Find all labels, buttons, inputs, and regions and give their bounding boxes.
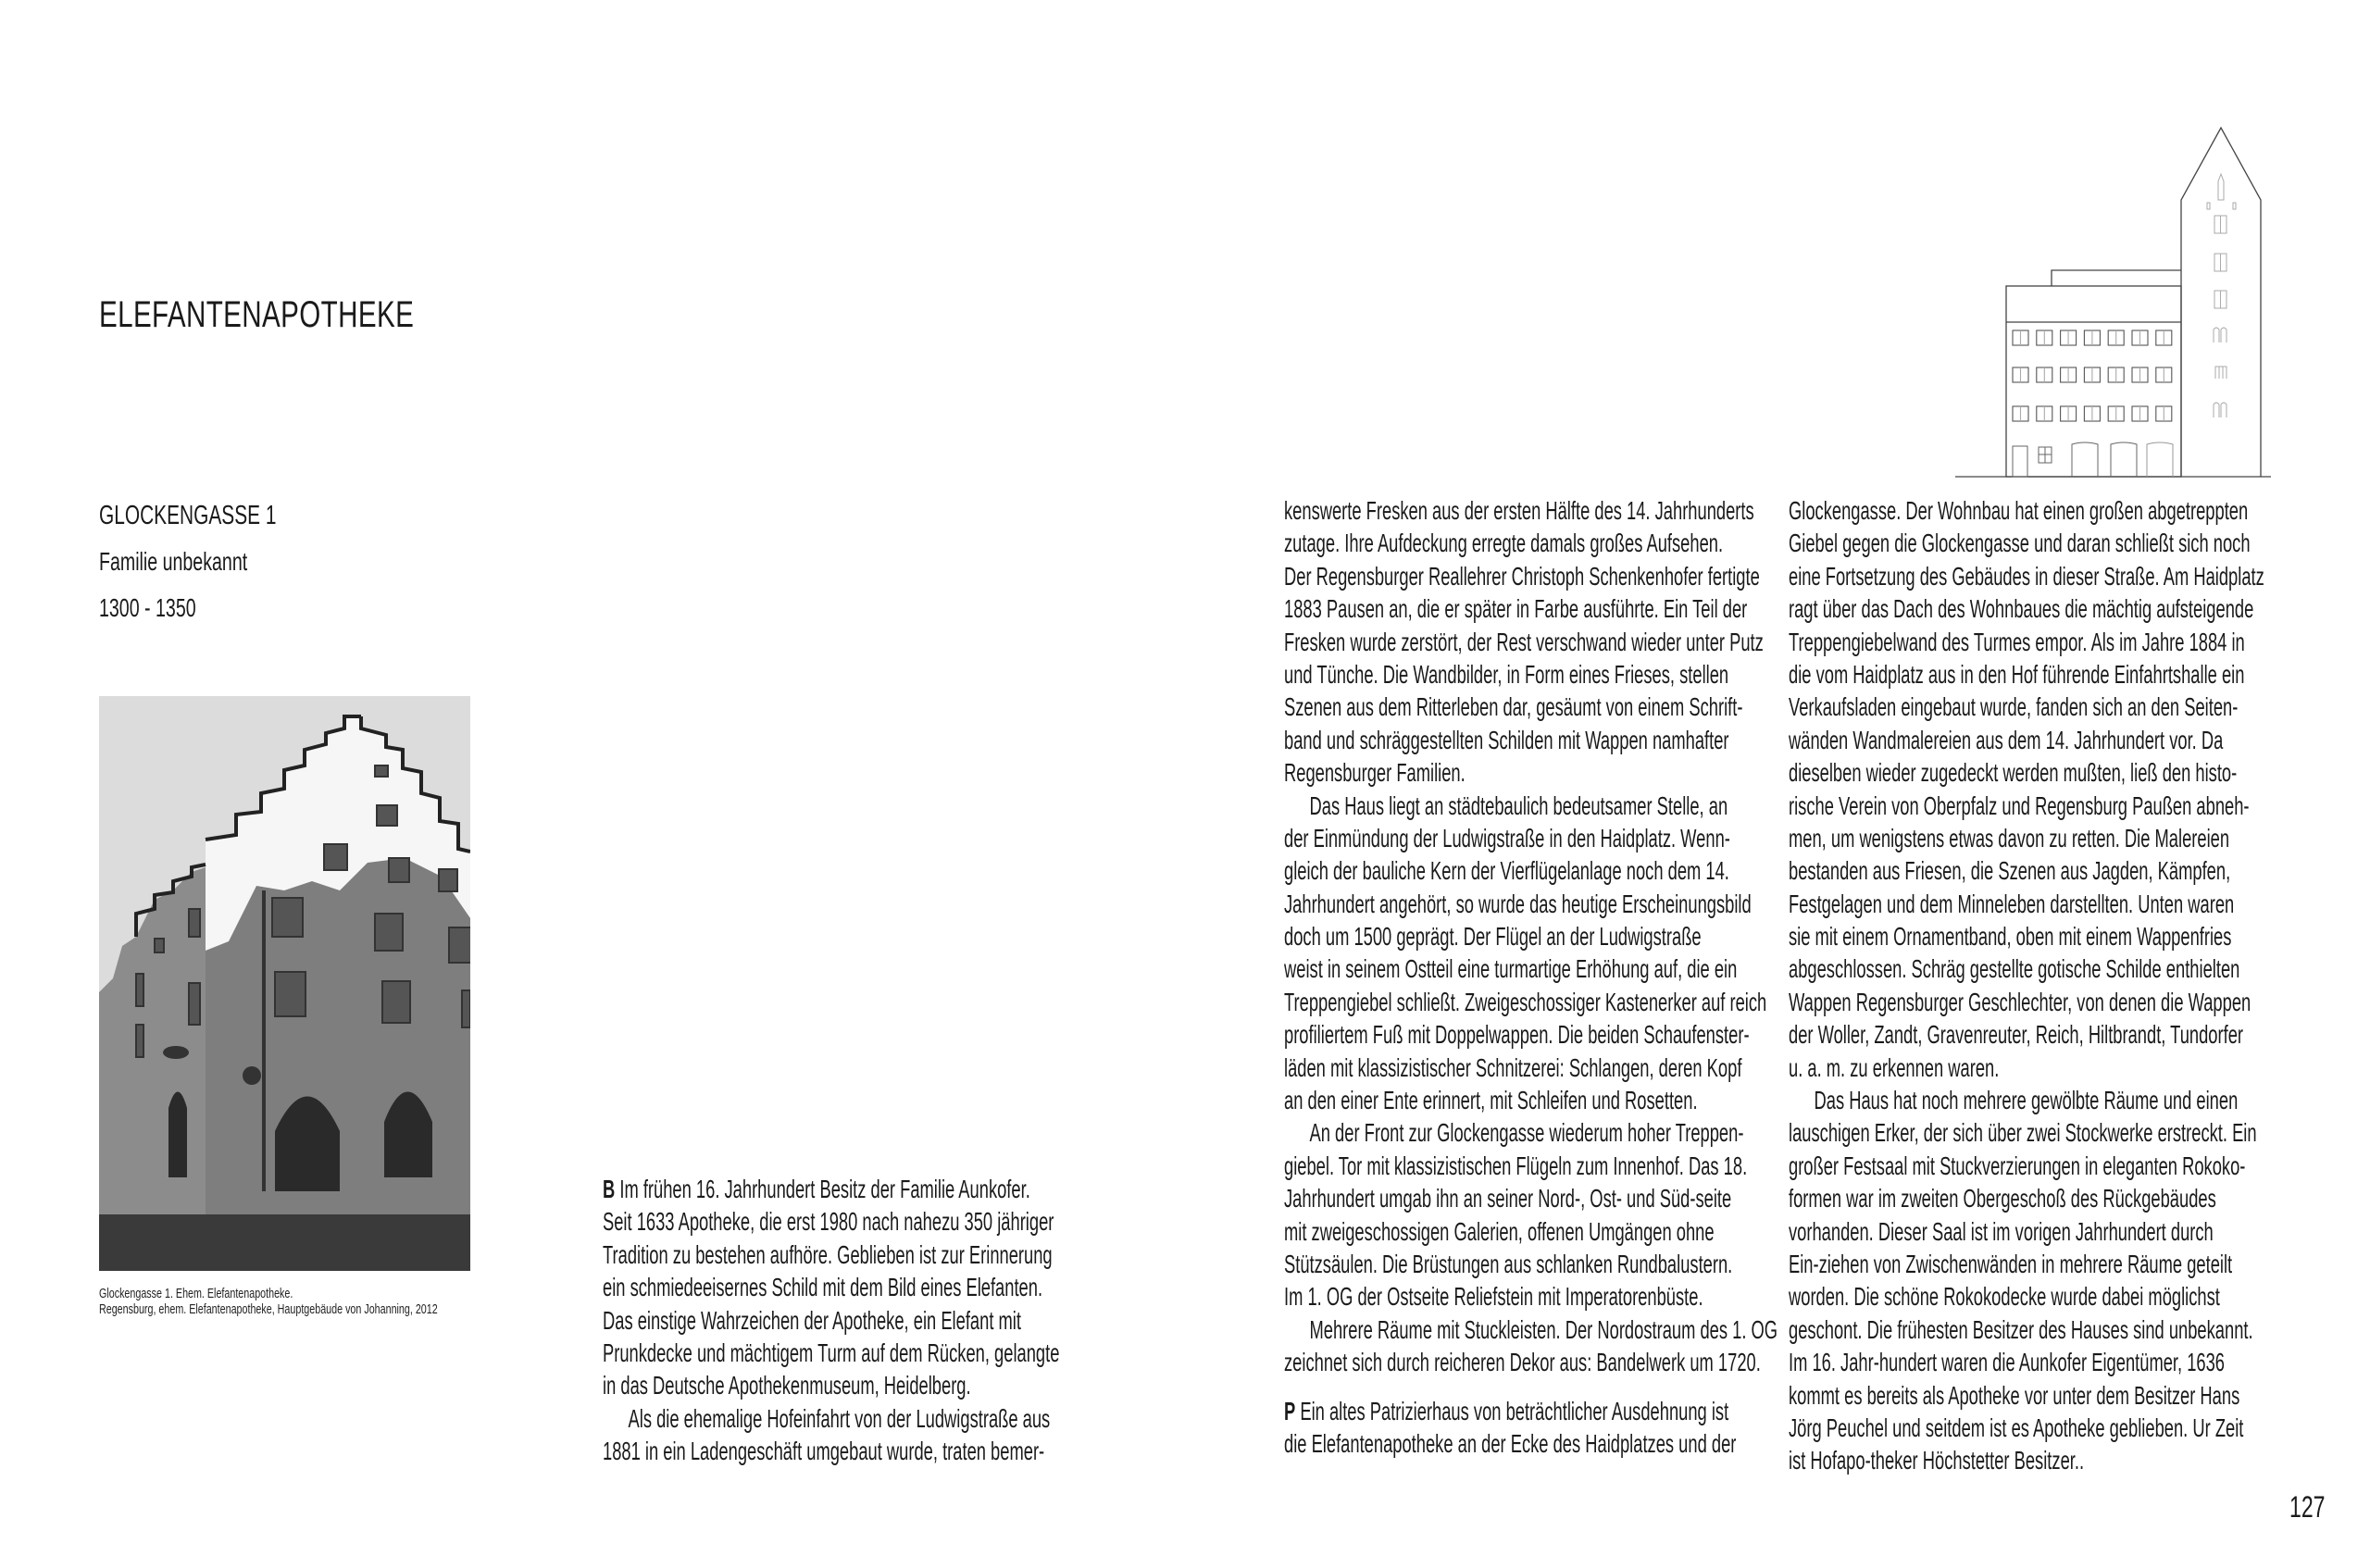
line-text: Das einstige Wahrzeichen der Apotheke, ein Elefant mit	[603, 1305, 1021, 1335]
line-text: in das Deutsche Apothekenmuseum, Heidelberg.	[603, 1371, 971, 1400]
line-text: die Elefantenapotheke an der Ecke des Haidplatzes und der	[1284, 1428, 1737, 1458]
line-text: Fresken wurde zerstört, der Rest verschwand wieder unter Putz	[1284, 627, 1764, 656]
text-line	[1789, 494, 2370, 527]
text-line	[1789, 626, 2370, 658]
text-line	[603, 1369, 1300, 1401]
line-text: der Einmündung der Ludwigstraße in den Haidplatz. Wenn-	[1284, 823, 1730, 852]
building-elevation-drawing	[1944, 111, 2277, 491]
owner-family: Familie unbekannt	[99, 547, 248, 576]
building-photo-graphic	[99, 696, 470, 1271]
photo-caption: Glockengasse 1. Ehem. Elefantenapotheke. Regensburg, ehem. Elefantenapotheke, Hauptgebäude von Johanning, 2012	[99, 1287, 438, 1317]
line-text: mit zweigeschossigen Galerien, offenen Umgängen ohne	[1284, 1216, 1715, 1246]
line-text: ein schmiedeeisernes Schild mit dem Bild eines Elefanten.	[603, 1273, 1043, 1302]
line-text: Der Regensburger Reallehrer Christoph Schenkenhofer fertigte	[1284, 561, 1760, 591]
line-text: gleich der bauliche Kern der Vierflügelanlage noch dem 14.	[1284, 856, 1729, 886]
text-line	[1789, 1313, 2370, 1346]
line-text: eine Fortsetzung des Gebäudes in dieser Straße. Am Haidplatz	[1789, 561, 2264, 591]
line-text: bestanden aus Friesen, die Szenen aus Jagden, Kämpfen,	[1789, 856, 2231, 886]
line-text: an den einer Ente erinnert, mit Schleifen und Rosetten.	[1284, 1086, 1698, 1115]
text-line	[1789, 560, 2370, 592]
line-text: Im frühen 16. Jahrhundert Besitz der Familie Aunkofer.	[615, 1175, 1030, 1203]
text-line	[603, 1173, 1300, 1205]
text-line	[603, 1271, 1300, 1303]
line-text: 1881 in ein Ladengeschäft umgebaut wurde, traten bemer-	[603, 1437, 1045, 1466]
text-line	[1789, 592, 2370, 625]
line-text: band und schräggestellten Schilden mit Wappen namhafter	[1284, 725, 1729, 754]
text-column-3	[1789, 494, 2370, 1477]
page-title: ELEFANTENAPOTHEKE	[99, 294, 415, 335]
line-text: Ein altes Patrizierhaus von beträchtlicher Ausdehnung ist	[1295, 1396, 1729, 1425]
line-text: Als die ehemalige Hofeinfahrt von der Ludwigstraße aus	[628, 1403, 1051, 1433]
line-text: Tradition zu bestehen aufhöre. Geblieben ist zur Erinnerung	[603, 1239, 1053, 1269]
line-text: großer Festsaal mit Stuckverzierungen in eleganten Rokoko-	[1789, 1151, 2246, 1180]
line-text: Im 16. Jahr-hundert waren die Aunkofer Eigentümer, 1636	[1789, 1348, 2226, 1377]
line-text: Glockengasse. Der Wohnbau hat einen großen abgetreppten	[1789, 496, 2249, 525]
line-text: Jörg Peuchel und seitdem ist es Apotheke geblieben. Ur Zeit	[1789, 1412, 2244, 1442]
line-text: Szenen aus dem Ritterleben dar, gesäumt von einem Schrift-	[1284, 692, 1743, 722]
line-text: Treppengiebel schließt. Zweigeschossiger Kastenerker auf reich	[1284, 987, 1767, 1016]
line-text: Giebel gegen die Glockengasse und daran schließt sich noch	[1789, 529, 2251, 558]
line-text: profiliertem Fuß mit Doppelwappen. Die beiden Schaufenster-	[1284, 1020, 1750, 1050]
text-line	[1789, 1444, 2370, 1476]
text-line	[603, 1435, 1300, 1467]
line-text: dieselben wieder zugedeckt werden mußten, ließ den histo-	[1789, 758, 2238, 788]
source-marker: B	[603, 1175, 616, 1203]
line-text: zeichnet sich durch reicheren Dekor aus: Bandelwerk um 1720.	[1284, 1348, 1761, 1377]
line-text: ist Hofapo-theker Höchstetter Besitzer..	[1789, 1446, 2085, 1475]
line-text: die vom Haidplatz aus in den Hof führende Einfahrtshalle ein	[1789, 659, 2245, 689]
text-line	[1789, 1052, 2370, 1084]
text-line	[1789, 888, 2370, 920]
line-text: Seit 1633 Apotheke, die erst 1980 nach nahezu 350 jähriger	[603, 1207, 1054, 1237]
line-text: der Woller, Zandt, Gravenreuter, Reich, Hiltbrandt, Tundorfer	[1789, 1020, 2244, 1050]
text-line	[1789, 920, 2370, 952]
line-text: ragt über das Dach des Wohnbaues die mächtig aufsteigende	[1789, 594, 2254, 624]
line-text: und Tünche. Die Wandbilder, in Form eines Frieses, stellen	[1284, 659, 1729, 689]
line-text: Wappen Regensburger Geschlechter, von denen die Wappen	[1789, 987, 2252, 1016]
text-line	[1789, 1182, 2370, 1214]
text-line	[1789, 1280, 2370, 1313]
line-text: kommt es bereits als Apotheke vor unter dem Besitzer Hans	[1789, 1380, 2240, 1410]
line-text: Festgelagen und dem Minneleben darstellten. Unten waren	[1789, 889, 2235, 918]
text-line	[1789, 1084, 2370, 1116]
page-number: 127	[2289, 1490, 2326, 1524]
text-line	[1789, 952, 2370, 985]
line-text: kenswerte Fresken aus der ersten Hälfte des 14. Jahrhunderts	[1284, 496, 1754, 525]
line-text: Prunkdecke und mächtigem Turm auf dem Rücken, gelangte	[603, 1338, 1060, 1367]
line-text: läden mit klassizistischer Schnitzerei: Schlangen, deren Kopf	[1284, 1052, 1742, 1082]
line-text: 1883 Pausen an, die er später in Farbe ausführte. Ein Teil der	[1284, 594, 1748, 624]
line-text: Treppengiebelwand des Turmes empor. Als im Jahre 1884 in	[1789, 627, 2245, 656]
text-line	[1789, 691, 2370, 723]
text-line	[603, 1304, 1300, 1337]
text-line	[603, 1402, 1300, 1435]
text-line	[1789, 658, 2370, 691]
line-text: geschont. Die frühesten Besitzer des Hauses sind unbekannt.	[1789, 1314, 2253, 1344]
text-line	[1789, 1379, 2370, 1412]
line-text: rische Verein von Oberpfalz und Regensburg Paußen abneh-	[1789, 790, 2250, 820]
text-line	[1789, 1150, 2370, 1182]
line-text: abgeschlossen. Schräg gestellte gotische Schilde enthielten	[1789, 954, 2240, 984]
line-text: Das Haus hat noch mehrere gewölbte Räume und einen	[1814, 1086, 2239, 1115]
line-text: An der Front zur Glockengasse wiederum hoher Treppen-	[1309, 1118, 1744, 1148]
text-line	[1789, 1215, 2370, 1248]
text-line	[1789, 822, 2370, 854]
text-line	[1789, 1116, 2370, 1149]
text-line	[603, 1205, 1300, 1238]
building-photo	[99, 696, 470, 1271]
line-text: Stützsäulen. Die Brüstungen aus schlanken Rundbalustern.	[1284, 1249, 1733, 1278]
source-marker: P	[1284, 1396, 1296, 1425]
text-line	[1789, 724, 2370, 756]
text-line	[1789, 527, 2370, 559]
line-text: Das Haus liegt an städtebaulich bedeutsamer Stelle, an	[1309, 790, 1728, 820]
line-text: vorhanden. Dieser Saal ist im vorigen Jahrhundert durch	[1789, 1216, 2214, 1246]
line-text: Jahrhundert angehört, so wurde das heutige Erscheinungsbild	[1284, 889, 1752, 918]
text-line	[1789, 1412, 2370, 1444]
date-period: 1300 - 1350	[99, 593, 196, 622]
line-text: giebel. Tor mit klassizistischen Flügeln zum Innenhof. Das 18.	[1284, 1151, 1748, 1180]
line-text: Ein-ziehen von Zwischenwänden in mehrere Räume geteilt	[1789, 1249, 2233, 1278]
line-text: Regensburger Familien.	[1284, 758, 1466, 788]
text-column-1	[603, 1173, 1300, 1468]
line-text: sie mit einem Ornamentband, oben mit einem Wappenfries	[1789, 922, 2232, 952]
text-line	[1789, 756, 2370, 789]
line-text: Mehrere Räume mit Stuckleisten. Der Nordostraum des 1. OG	[1309, 1314, 1778, 1344]
text-line	[1789, 1018, 2370, 1051]
street-address: GLOCKENGASSE 1	[99, 501, 277, 530]
line-text: Verkaufsladen eingebaut wurde, fanden sich an den Seiten-	[1789, 692, 2239, 722]
text-line	[1789, 986, 2370, 1018]
text-line	[1789, 854, 2370, 887]
line-text: u. a. m. zu erkennen waren.	[1789, 1052, 2000, 1082]
line-text: men, um wenigstens etwas davon zu retten. Die Malereien	[1789, 823, 2230, 852]
text-line	[1789, 790, 2370, 822]
line-text: formen war im zweiten Obergeschoß des Rückgebäudes	[1789, 1184, 2216, 1213]
text-line	[603, 1238, 1300, 1271]
text-line	[1789, 1346, 2370, 1378]
text-line	[1789, 1248, 2370, 1280]
line-text: Jahrhundert umgab ihn an seiner Nord-, Ost- und Süd-seite	[1284, 1184, 1732, 1213]
line-text: worden. Die schöne Rokokodecke wurde dabei möglichst	[1789, 1282, 2220, 1312]
line-text: lauschigen Erker, der sich über zwei Stockwerke erstreckt. Ein	[1789, 1118, 2257, 1148]
text-line	[603, 1337, 1300, 1369]
line-text: wänden Wandmalereien aus dem 14. Jahrhundert vor. Da	[1789, 725, 2224, 754]
line-text: weist in seinem Ostteil eine turmartige Erhöhung auf, die ein	[1284, 954, 1738, 984]
building-elevation-icon	[1944, 111, 2277, 491]
line-text: Im 1. OG der Ostseite Reliefstein mit Imperatorenbüste.	[1284, 1282, 1703, 1312]
line-text: zutage. Ihre Aufdeckung erregte damals großes Aufsehen.	[1284, 529, 1724, 558]
line-text: doch um 1500 geprägt. Der Flügel an der Ludwigstraße	[1284, 922, 1702, 952]
